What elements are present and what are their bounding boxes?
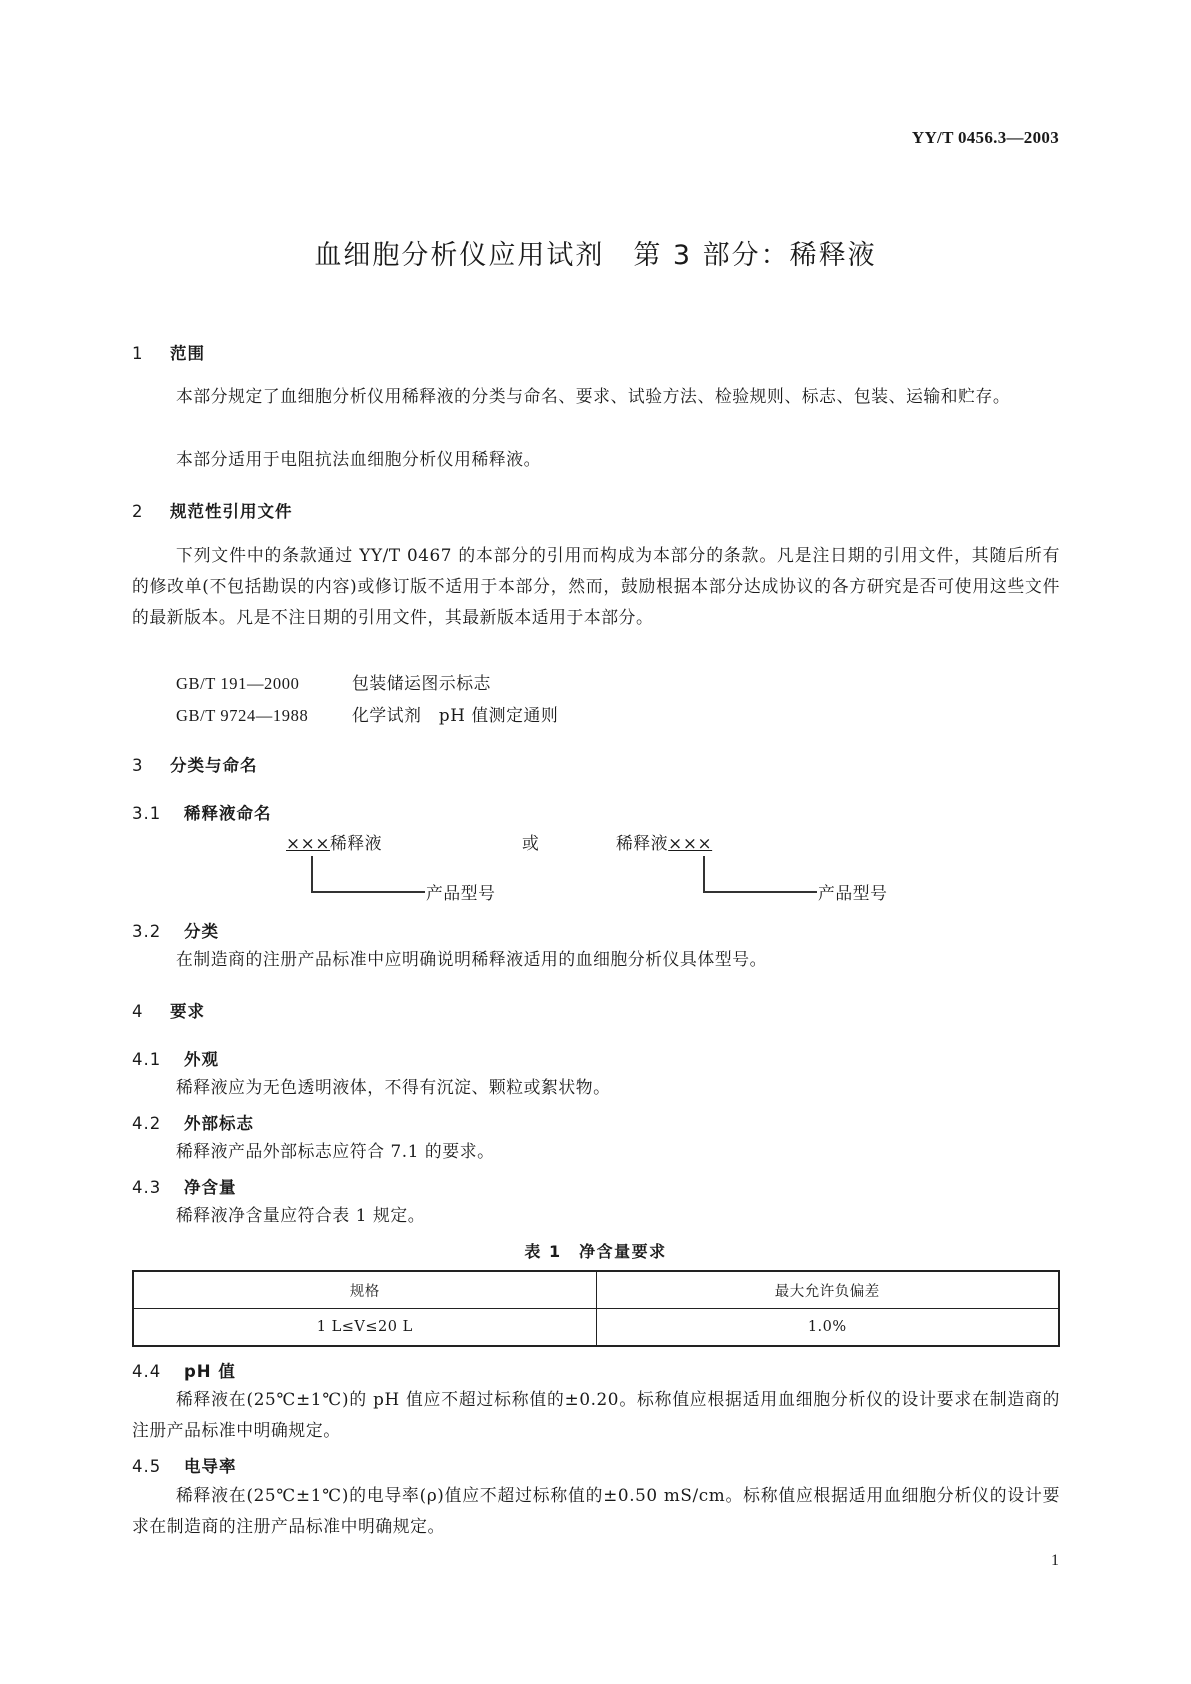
table-cell: 1.0% [596, 1309, 1059, 1347]
reference-code: GB/T 9724—1988 [176, 706, 309, 725]
subsection-3-1-heading [132, 800, 272, 824]
section-title: 要求 [170, 1002, 205, 1021]
section-2-paragraph: 下列文件中的条款通过 YY/T 0467 的本部分的引用而构成为本部分的条款。凡是注日期的引用文件，其随后所有的修改单(不包括勘误的内容)或修订版不适用于本部分，然而，鼓励根据本部分达成协议的各方研究是否可使用这些文件的最新版本。凡是不注日期的引用文件，其最新版本适用于本部分。 [132, 545, 1060, 627]
subsection-4-3-paragraph: 稀释液净含量应符合表 1 规定。 [176, 1205, 426, 1225]
naming-connector-vertical [311, 856, 313, 892]
section-title: 分类 [184, 922, 219, 941]
table-header-row [133, 1271, 1059, 1309]
reference-title: 包装储运图示标志 [352, 673, 492, 693]
subsection-4-3-heading [132, 1174, 237, 1198]
section-title: 外部标志 [184, 1114, 254, 1133]
document-title: 血细胞分析仪应用试剂 第 3 部分：稀释液 [314, 240, 877, 271]
naming-name: 稀释液 [329, 833, 383, 853]
naming-connector-vertical [703, 856, 705, 892]
section-number: 3.1 [132, 804, 162, 823]
section-title: 外观 [184, 1050, 219, 1069]
page-number: 1 [1051, 1552, 1059, 1569]
section-3-heading [132, 752, 258, 776]
subsection-4-2-paragraph: 稀释液产品外部标志应符合 7.1 的要求。 [176, 1141, 495, 1161]
section-title: 净含量 [184, 1178, 237, 1197]
reference-title: 化学试剂 pH 值测定通则 [352, 705, 559, 725]
subsection-4-4-heading [132, 1358, 236, 1382]
table-cell: 1 L≤V≤20 L [133, 1309, 596, 1347]
naming-placeholder: ××× [668, 833, 713, 853]
table-header-cell: 规格 [133, 1271, 596, 1309]
subsection-4-4-paragraph: 稀释液在(25℃±1℃)的 pH 值应不超过标称值的±0.20。标称值应根据适用血细胞分析仪的设计要求在制造商的注册产品标准中明确规定。 [132, 1389, 1060, 1440]
subsection-4-5-heading [132, 1453, 237, 1477]
section-number: 4.1 [132, 1050, 162, 1069]
standard-code: YY/T 0456.3—2003 [911, 128, 1059, 147]
section-number: 3.2 [132, 922, 162, 941]
reference-code: GB/T 191—2000 [176, 674, 300, 693]
section-number: 4.3 [132, 1178, 162, 1197]
naming-left [286, 830, 382, 854]
section-number: 2 [132, 502, 144, 521]
subsection-4-2-heading [132, 1110, 254, 1134]
net-content-table [132, 1270, 1060, 1347]
section-title: 稀释液命名 [184, 804, 272, 823]
table-header-cell: 最大允许负偏差 [596, 1271, 1059, 1309]
section-number: 3 [132, 756, 144, 775]
section-1-paragraph-2: 本部分适用于电阻抗法血细胞分析仪用稀释液。 [176, 449, 542, 469]
table-caption: 表 1 净含量要求 [524, 1242, 667, 1261]
section-1-paragraph-1: 本部分规定了血细胞分析仪用稀释液的分类与命名、要求、试验方法、检验规则、标志、包装、运输和贮存。 [176, 386, 1011, 406]
table-row [133, 1309, 1059, 1347]
naming-name: 稀释液 [616, 833, 669, 853]
section-number: 4.2 [132, 1114, 162, 1133]
section-4-heading [132, 998, 205, 1022]
section-title: pH 值 [184, 1362, 236, 1381]
section-title: 范围 [170, 344, 205, 363]
section-number: 4.4 [132, 1362, 162, 1381]
naming-connector-horizontal [311, 891, 425, 893]
naming-label-right: 产品型号 [818, 883, 888, 903]
section-title: 规范性引用文件 [170, 502, 293, 521]
section-1-heading [132, 340, 205, 364]
section-title: 分类与命名 [170, 756, 258, 775]
section-2-heading [132, 498, 293, 522]
reference-item [176, 670, 491, 694]
naming-right [616, 830, 712, 854]
reference-item [176, 702, 558, 726]
section-title: 电导率 [184, 1457, 237, 1476]
section-number: 4.5 [132, 1457, 162, 1476]
naming-label-left: 产品型号 [426, 883, 496, 903]
naming-placeholder: ××× [286, 833, 330, 853]
subsection-3-2-heading [132, 918, 219, 942]
subsection-4-5-paragraph: 稀释液在(25℃±1℃)的电导率(ρ)值应不超过标称值的±0.50 mS/cm。标称值应根据适用血细胞分析仪的设计要求在制造商的注册产品标准中明确规定。 [132, 1485, 1060, 1536]
subsection-4-1-heading [132, 1046, 219, 1070]
section-number: 4 [132, 1002, 144, 1021]
subsection-4-1-paragraph: 稀释液应为无色透明液体，不得有沉淀、颗粒或絮状物。 [176, 1077, 611, 1097]
naming-or: 或 [522, 833, 540, 853]
subsection-3-2-paragraph: 在制造商的注册产品标准中应明确说明稀释液适用的血细胞分析仪具体型号。 [176, 949, 767, 969]
section-number: 1 [132, 344, 144, 363]
naming-connector-horizontal [703, 891, 817, 893]
